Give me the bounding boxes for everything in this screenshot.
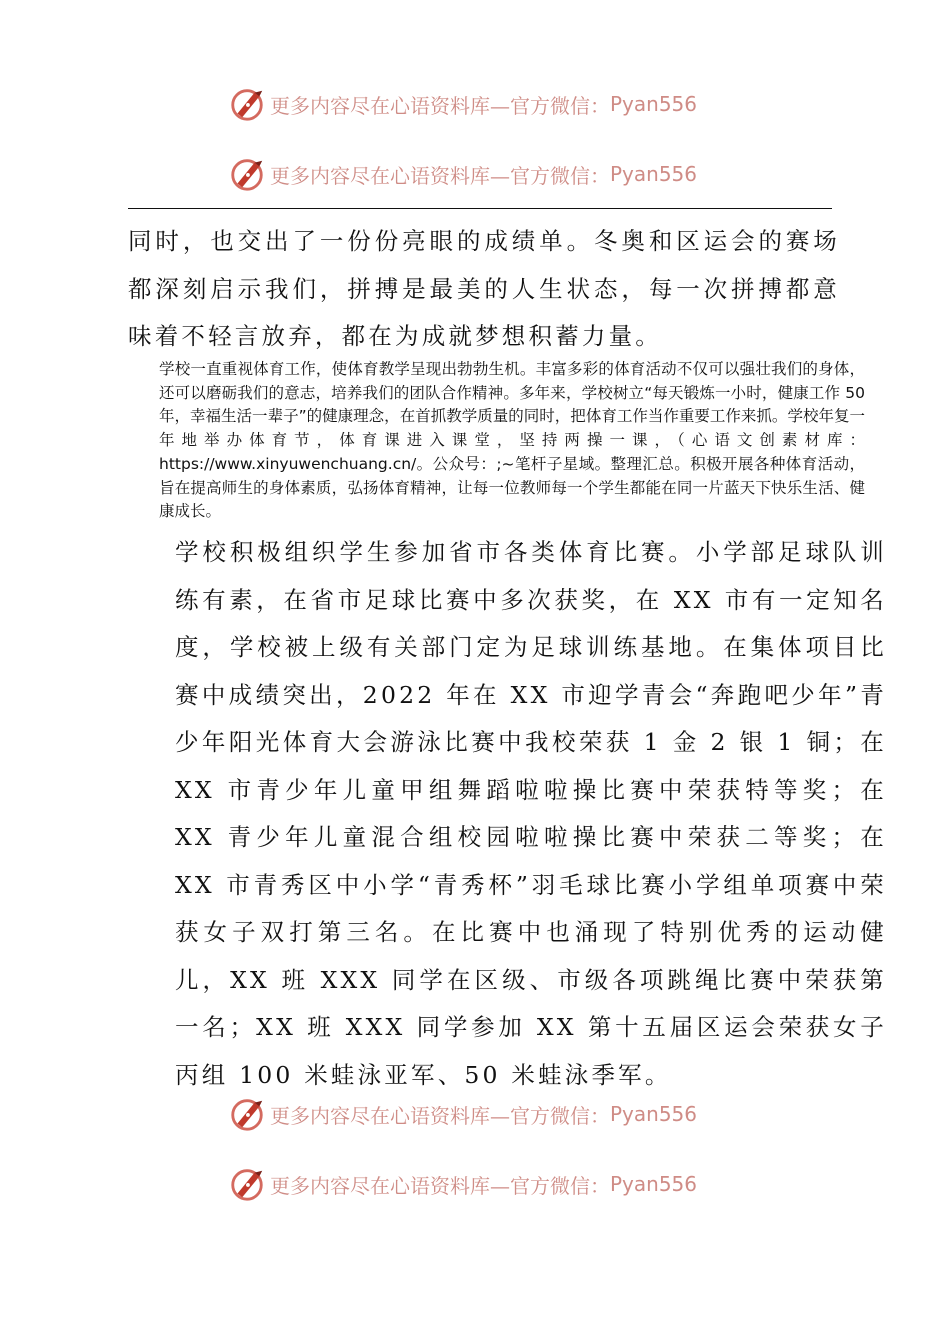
pen-nib-logo-icon xyxy=(228,1165,266,1203)
header-divider xyxy=(128,208,832,209)
pen-nib-logo-icon xyxy=(228,85,266,123)
watermark-banner xyxy=(228,1094,748,1134)
paragraph-continuation: 同时，也交出了一份份亮眼的成绩单。冬奥和区运会的赛场都深刻启示我们，拼搏是最美的人生状态，每一次拼搏都意味着不轻言放弃，都在为成就梦想积蓄力量。 xyxy=(128,227,840,350)
watermark-banner xyxy=(228,84,748,124)
watermark-id: Pyan556 xyxy=(610,1102,698,1126)
watermark-text: 更多内容尽在心语资料库—官方微信： xyxy=(270,1103,610,1128)
watermark-text: 更多内容尽在心语资料库—官方微信： xyxy=(270,163,610,188)
watermark-banner xyxy=(228,154,748,194)
paragraph-competitions: 学校积极组织学生参加省市各类体育比赛。小学部足球队训练有素，在省市足球比赛中多次获奖，在 XX 市有一定知名度，学校被上级有关部门定为足球训练基地。在集体项目比赛中成绩突出，2022 年在 XX 市迎学青会“奔跑吧少年”青少年阳光体育大会游泳比赛中我校荣获 1 金 2 银 1 铜；在 XX 市青少年儿童甲组舞蹈啦啦操比赛中荣获特等奖；在 XX 青少年儿童混合组校园啦啦操比赛中荣获二等奖；在 XX 市青秀区中小学“青秀杯”羽毛球比赛小学组单项赛中荣获女子双打第三名。在比赛中也涌现了特别优秀的运动健儿，XX 班 XXX 同学在区级、市级各项跳绳比赛中荣获第一名；XX 班 XXX 同学参加 XX 第十五届区运会荣获女子丙组 100 米蛙泳亚军、50 米蛙泳季军。 xyxy=(175,538,887,1089)
watermark-id: Pyan556 xyxy=(610,162,698,186)
watermark-banner xyxy=(228,1164,748,1204)
pen-nib-logo-icon xyxy=(228,155,266,193)
watermark-text: 更多内容尽在心语资料库—官方微信： xyxy=(270,1173,610,1198)
watermark-id: Pyan556 xyxy=(610,1172,698,1196)
pen-nib-logo-icon xyxy=(228,1095,266,1133)
paragraph-sports-work: 学校一直重视体育工作，使体育教学呈现出勃勃生机。丰富多彩的体育活动不仅可以强壮我们的身体，还可以磨砺我们的意志，培养我们的团队合作精神。多年来，学校树立“每天锻炼一小时，健康工作 50 年，幸福生活一辈子”的健康理念，在首抓教学质量的同时，把体育工作当作重要工作来抓。学校年复一年地举办体育节，体育课进入课堂，坚持两操一课，（心语文创素材库：https://www.xinyuwenchuang.cn/。公众号：;~笔杆子星域。整理汇总。积极开展各种体育活动，旨在提高师生的身体素质，弘扬体育精神，让每一位教师每一个学生都能在同一片蓝天下快乐生活、健康成长。 xyxy=(159,360,865,521)
watermark-id: Pyan556 xyxy=(610,92,698,116)
watermark-text: 更多内容尽在心语资料库—官方微信： xyxy=(270,93,610,118)
